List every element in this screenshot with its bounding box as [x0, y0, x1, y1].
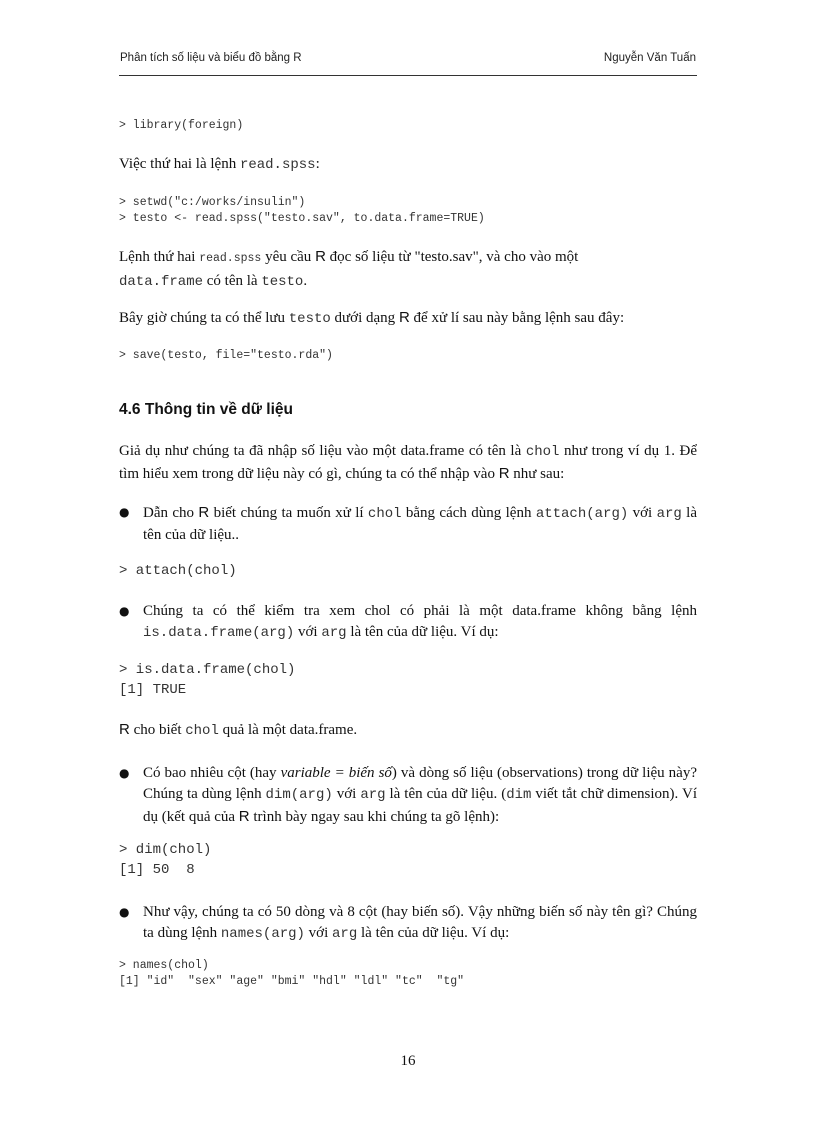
bullet-attach: [119, 502, 697, 546]
paragraph-read-spss-intro: [119, 154, 697, 176]
inline-code: is.data.frame(arg): [143, 625, 295, 641]
bullet-icon: ●: [119, 505, 130, 519]
bullet-dim: [119, 763, 697, 828]
inline-code: arg: [332, 926, 358, 942]
inline-code: testo: [288, 311, 331, 327]
bullet-is-data-frame: [119, 601, 697, 644]
text: dưới dạng: [330, 310, 399, 326]
text: Như vậy, chúng ta có 50 dòng và 8 cột (hay biến số). Vậy những biến số này tên gì? Chúng ta dùng lệnh: [143, 904, 697, 941]
inline-code: chol: [185, 723, 219, 739]
text: Dẫn cho: [143, 505, 199, 521]
section-heading: 4.6 Thông tin về dữ liệu: [119, 401, 293, 418]
code-line: > setwd("c:/works/insulin"): [119, 196, 306, 209]
code-attach: > attach(chol): [119, 563, 237, 579]
bullet-text: [143, 902, 697, 945]
header-rule: [119, 75, 697, 76]
r-letter: R: [238, 808, 250, 825]
r-letter: R: [315, 248, 326, 265]
header-author: Nguyễn Văn Tuấn: [603, 52, 696, 64]
text: là tên của dữ liệu. (: [385, 786, 507, 802]
code-line: [1] TRUE: [119, 682, 187, 698]
text: như sau:: [509, 466, 565, 482]
italic-text: variable = biến số: [280, 765, 392, 781]
code-names: [119, 958, 697, 990]
text: với: [304, 925, 333, 941]
inline-code: arg: [360, 787, 386, 803]
text: là tên của dữ liệu. Ví dụ:: [346, 624, 499, 640]
text: có tên là: [203, 273, 262, 289]
text: Chúng ta có thể kiểm tra xem chol có phải là một data.frame không bằng lệnh: [143, 603, 697, 619]
inline-code: chol: [367, 506, 402, 522]
inline-code: read.spss: [239, 157, 316, 173]
code-line: [1] "id" "sex" "age" "bmi" "hdl" "ldl" "tc" "tg": [119, 975, 465, 988]
code-line: > dim(chol): [119, 842, 212, 858]
code-library-foreign: > library(foreign): [119, 119, 244, 132]
inline-code: arg: [656, 506, 682, 522]
inline-code: names(arg): [220, 926, 305, 942]
inline-code: data.frame: [119, 274, 204, 290]
text: Bây giờ chúng ta có thể lưu: [119, 310, 289, 326]
bullet-text: [143, 601, 697, 644]
paragraph-data-info: [119, 441, 697, 485]
inline-code: chol: [525, 444, 560, 460]
text: .: [303, 273, 308, 289]
text: cho biết: [129, 722, 186, 738]
paragraph-read-spss-explain: [119, 246, 697, 293]
text: để xử lí sau này bằng lệnh sau đây:: [409, 310, 625, 326]
text: trình bày ngay sau khi chúng ta gõ lệnh):: [249, 809, 500, 825]
inline-code: testo: [261, 274, 304, 290]
text: quả là một data.frame.: [218, 722, 358, 738]
bullet-names: [119, 902, 697, 945]
text: yêu cầu: [261, 249, 316, 265]
code-line: [1] 50 8: [119, 862, 195, 878]
r-letter: R: [498, 465, 510, 482]
text: đọc số liệu từ "testo.sav", và cho vào một: [325, 249, 579, 265]
code-is-data-frame: [119, 660, 697, 700]
code-line: > names(chol): [119, 959, 209, 972]
text: Giả dụ như chúng ta đã nhập số liệu vào một data.frame có tên là: [119, 443, 526, 459]
text: như trong ví dụ 1. Để tìm hiểu xem trong dữ liệu này có gì, chúng ta có thể nhập vào: [119, 443, 697, 482]
text: với: [294, 624, 322, 640]
text: bằng cách dùng lệnh: [401, 505, 536, 521]
text: ) và dòng số liệu (observations) trong dữ liệu này? Chúng ta dùng lệnh: [143, 765, 697, 802]
bullet-icon: ●: [119, 766, 130, 780]
paragraph-save-intro: [119, 307, 697, 330]
inline-code: arg: [321, 625, 347, 641]
text: Lệnh thứ hai: [119, 249, 200, 265]
inline-code: dim(arg): [265, 787, 333, 803]
code-read-spss: [119, 195, 697, 227]
text: :: [315, 156, 320, 172]
code-save: > save(testo, file="testo.rda"): [119, 349, 333, 362]
bullet-icon: ●: [119, 905, 130, 919]
header-title: Phân tích số liệu và biểu đồ bằng R: [120, 52, 302, 64]
text: Có bao nhiêu cột (hay: [143, 765, 281, 781]
bullet-text: [143, 502, 697, 546]
bullet-text: [143, 763, 697, 828]
text: với: [332, 786, 361, 802]
text: với: [628, 505, 657, 521]
text: là tên của dữ liệu. Ví dụ:: [357, 925, 510, 941]
r-letter: R: [119, 721, 130, 738]
page-number: 16: [400, 1053, 416, 1069]
text: viết tắt chữ dimension). Ví dụ (kết quả của: [143, 786, 697, 825]
inline-code: read.spss: [199, 252, 262, 265]
code-line: > is.data.frame(chol): [119, 662, 296, 678]
bullet-icon: ●: [119, 604, 130, 618]
inline-code: attach(arg): [535, 506, 629, 522]
code-line: > testo <- read.spss("testo.sav", to.data.frame=TRUE): [119, 212, 485, 225]
text: Việc thứ hai là lệnh: [119, 156, 240, 172]
r-letter: R: [198, 504, 210, 521]
inline-code: dim: [506, 787, 532, 803]
code-dim: [119, 840, 697, 880]
paragraph-result: [119, 719, 697, 742]
text: là tên của dữ liệu..: [143, 505, 698, 543]
r-letter: R: [398, 309, 410, 326]
text: biết chúng ta muốn xử lí: [209, 505, 368, 521]
